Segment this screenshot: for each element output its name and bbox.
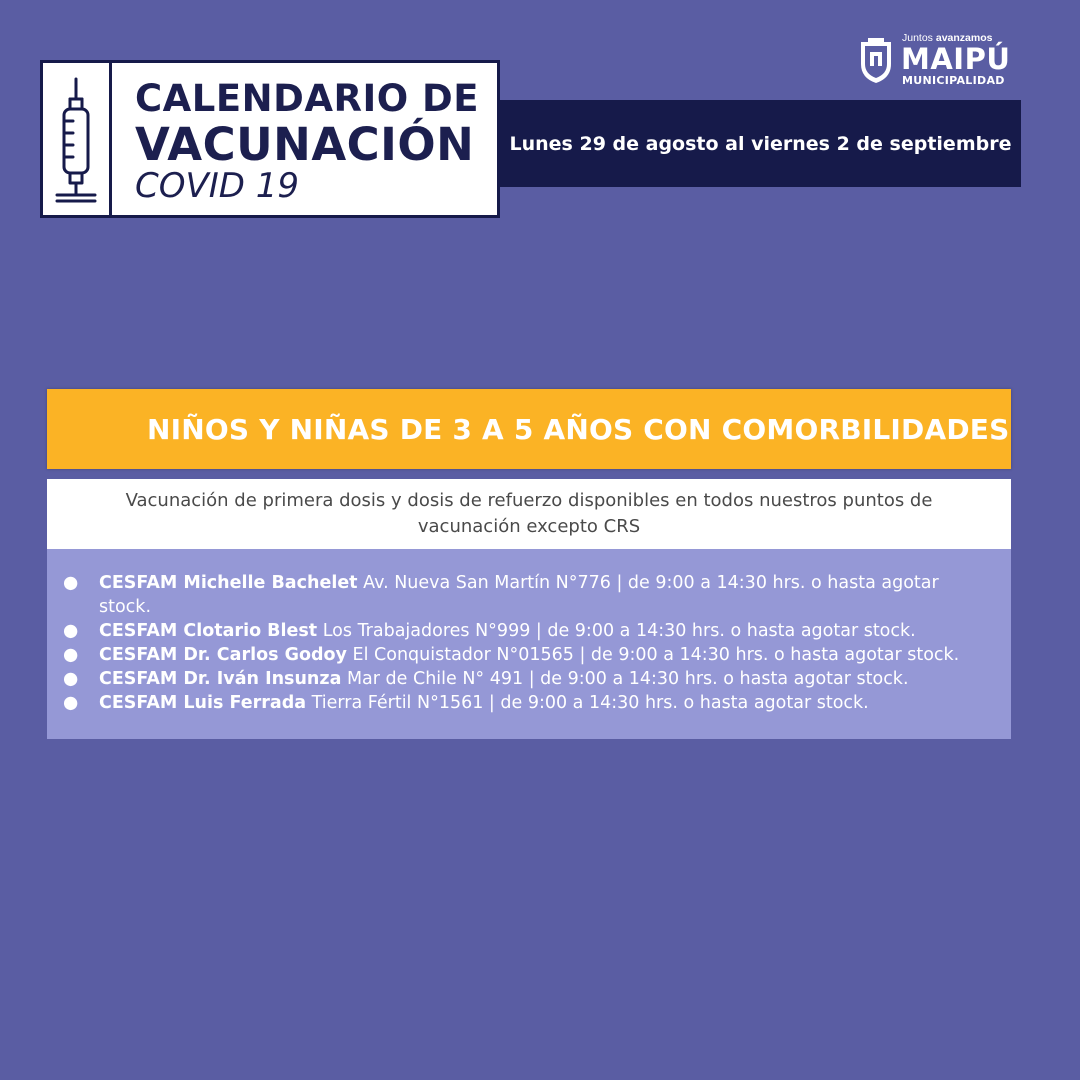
section-heading: NIÑOS Y NIÑAS DE 3 A 5 AÑOS CON COMORBILIDADES — [147, 412, 1010, 446]
bullet-icon: ● — [63, 669, 79, 689]
list-item — [63, 667, 981, 691]
list-item — [63, 643, 981, 667]
logo-name: MAIPÚ — [901, 42, 1011, 76]
title-line-2: VACUNACIÓN — [135, 118, 475, 171]
syringe-panel — [43, 63, 112, 215]
logo-subtitle: MUNICIPALIDAD — [902, 74, 1005, 87]
location-details: Tierra Fértil N°1561 | de 9:00 a 14:30 hrs. o hasta agotar stock. — [306, 693, 869, 713]
municipal-crest-icon — [858, 38, 894, 84]
location-details: Mar de Chile N° 491 | de 9:00 a 14:30 hrs. o hasta agotar stock. — [341, 669, 909, 689]
location-name: CESFAM Dr. Carlos Godoy — [99, 645, 347, 665]
bullet-icon: ● — [63, 621, 79, 641]
bullet-icon: ● — [63, 573, 79, 593]
list-item — [63, 619, 981, 643]
location-name: CESFAM Clotario Blest — [99, 621, 318, 641]
list-item — [63, 691, 981, 715]
bullet-icon: ● — [63, 645, 79, 665]
logo-tagline: Juntos avanzamos — [902, 32, 993, 44]
location-details: Av. Nueva San Martín N°776 | de 9:00 a 14:30 hrs. o hasta agotar stock. — [99, 573, 939, 617]
date-range-text: Lunes 29 de agosto al viernes 2 de septiembre — [509, 132, 1012, 155]
list-item — [63, 571, 981, 619]
title-line-1: CALENDARIO DE — [135, 77, 480, 120]
bullet-icon: ● — [63, 693, 79, 713]
syringe-icon — [53, 77, 99, 205]
title-box — [40, 60, 500, 218]
date-range-banner — [500, 100, 1021, 187]
location-name: CESFAM Luis Ferrada — [99, 693, 307, 713]
description-text: Vacunación de primera dosis y dosis de refuerzo disponibles en todos nuestros puntos de vacunación excepto CRS — [125, 490, 933, 537]
location-name: CESFAM Dr. Iván Insunza — [99, 669, 342, 689]
description-box — [47, 479, 1011, 549]
section-heading-banner — [47, 389, 1011, 469]
location-details: Los Trabajadores N°999 | de 9:00 a 14:30 hrs. o hasta agotar stock. — [317, 621, 916, 641]
locations-list — [47, 549, 1011, 739]
maipu-logo — [858, 32, 1018, 88]
location-name: CESFAM Michelle Bachelet — [99, 573, 358, 593]
title-line-3: COVID 19 — [135, 166, 300, 206]
location-details: El Conquistador N°01565 | de 9:00 a 14:30 hrs. o hasta agotar stock. — [346, 645, 960, 665]
